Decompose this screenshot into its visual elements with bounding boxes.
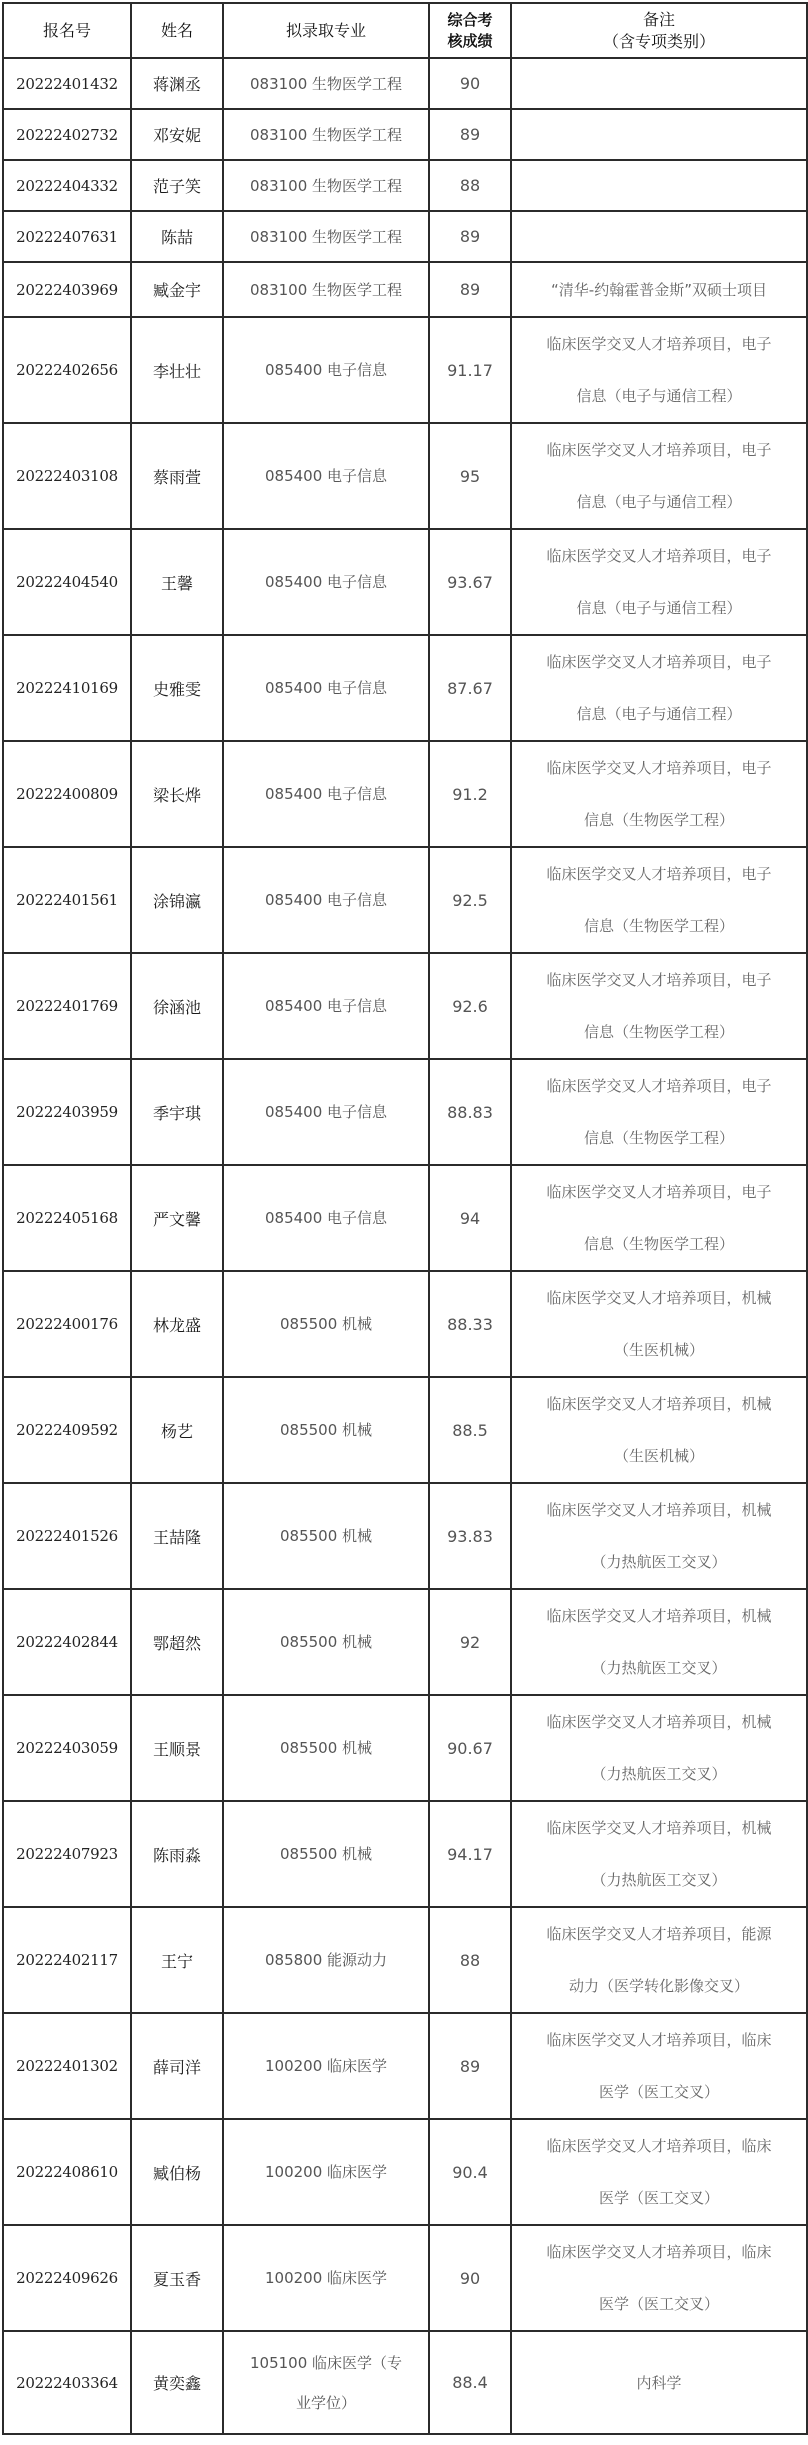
major-line1: 085400 电子信息: [264, 467, 388, 485]
cell-major: [223, 1907, 429, 2013]
cell-major: [223, 1801, 429, 1907]
cell-major: [223, 1695, 429, 1801]
cell-score: 95: [429, 423, 511, 529]
major-line1: 085500 机械: [279, 1315, 373, 1333]
major-line1: 085500 机械: [279, 1845, 373, 1863]
note-line1: 临床医学交叉人才培养项目，电子: [546, 653, 772, 671]
cell-name: 蔡雨萱: [131, 423, 223, 529]
major-line1: 083100 生物医学工程: [249, 74, 403, 93]
cell-note: [511, 1483, 807, 1589]
cell-name: 陈雨淼: [131, 1801, 223, 1907]
cell-major: [223, 423, 429, 529]
cell-major: [223, 1377, 429, 1483]
note-line2: 信息（电子与通信工程）: [576, 705, 742, 723]
major-line1: 085400 电子信息: [264, 1209, 388, 1227]
cell-id: 20222401526: [3, 1483, 131, 1589]
cell-major: [223, 58, 429, 109]
table-row: [3, 953, 807, 1059]
table-row: [3, 2331, 807, 2434]
cell-name: 王宁: [131, 1907, 223, 2013]
cell-name: 王馨: [131, 529, 223, 635]
note-line1: 临床医学交叉人才培养项目，临床: [546, 2031, 772, 2049]
table-row: [3, 741, 807, 847]
cell-score: 94.17: [429, 1801, 511, 1907]
cell-major: [223, 1589, 429, 1695]
cell-name: 鄂超然: [131, 1589, 223, 1695]
cell-score: 91.2: [429, 741, 511, 847]
major-line1: 085500 机械: [279, 1739, 373, 1757]
cell-note: [511, 211, 807, 262]
note-line1: 临床医学交叉人才培养项目，机械: [546, 1501, 772, 1519]
note-line2: （力热航医工交叉）: [591, 1659, 727, 1677]
cell-note: [511, 317, 807, 423]
cell-id: 20222410169: [3, 635, 131, 741]
table-row: [3, 211, 807, 262]
major-line1: 100200 临床医学: [264, 2057, 388, 2075]
note-line2: 信息（电子与通信工程）: [576, 599, 742, 617]
note-line1: 临床医学交叉人才培养项目，临床: [546, 2137, 772, 2155]
note-line1: 临床医学交叉人才培养项目，能源: [546, 1925, 772, 1943]
note-line2: 信息（电子与通信工程）: [576, 387, 742, 405]
cell-score: 94: [429, 1165, 511, 1271]
table-row: [3, 423, 807, 529]
cell-note: [511, 109, 807, 160]
note-line2: （生医机械）: [613, 1447, 704, 1465]
cell-id: 20222403959: [3, 1059, 131, 1165]
cell-id: 20222409626: [3, 2225, 131, 2331]
cell-score: 92.5: [429, 847, 511, 953]
header-row: [3, 3, 807, 58]
major-line1: 085400 电子信息: [264, 361, 388, 379]
cell-id: 20222408610: [3, 2119, 131, 2225]
note-line2: 信息（生物医学工程）: [583, 811, 734, 829]
cell-id: 20222402656: [3, 317, 131, 423]
table-row: [3, 1589, 807, 1695]
cell-note: [511, 423, 807, 529]
cell-score: 88: [429, 1907, 511, 2013]
note-line2: 信息（电子与通信工程）: [576, 493, 742, 511]
note-line1: 临床医学交叉人才培养项目，机械: [546, 1395, 772, 1413]
table-row: [3, 847, 807, 953]
note-line1: “清华-约翰霍普金斯”双硕士项目: [551, 280, 767, 299]
cell-note: [511, 1589, 807, 1695]
cell-major: [223, 1483, 429, 1589]
cell-note: [511, 1695, 807, 1801]
table-row: [3, 2119, 807, 2225]
major-line1: 100200 临床医学: [264, 2163, 388, 2181]
major-line2: 业学位）: [295, 2393, 356, 2412]
cell-name: 严文馨: [131, 1165, 223, 1271]
table-row: [3, 635, 807, 741]
major-line1: 085400 电子信息: [264, 785, 388, 803]
header-note-line2: （含专项类别）: [602, 31, 715, 51]
cell-score: 92: [429, 1589, 511, 1695]
cell-id: 20222401432: [3, 58, 131, 109]
table-body: [3, 58, 807, 2434]
cell-id: 20222407631: [3, 211, 131, 262]
cell-score: 92.6: [429, 953, 511, 1059]
major-line1: 083100 生物医学工程: [249, 227, 403, 246]
note-line2: 信息（生物医学工程）: [583, 1023, 734, 1041]
table-row: [3, 1271, 807, 1377]
cell-major: [223, 262, 429, 317]
cell-note: [511, 741, 807, 847]
cell-score: 89: [429, 2013, 511, 2119]
cell-id: 20222403969: [3, 262, 131, 317]
cell-score: 90.67: [429, 1695, 511, 1801]
cell-major: [223, 2119, 429, 2225]
major-line1: 085500 机械: [279, 1633, 373, 1651]
table-row: [3, 317, 807, 423]
cell-score: 90: [429, 58, 511, 109]
cell-id: 20222403059: [3, 1695, 131, 1801]
header-score-line2: 核成绩: [447, 31, 493, 50]
cell-score: 88.33: [429, 1271, 511, 1377]
cell-id: 20222400176: [3, 1271, 131, 1377]
note-line1: 临床医学交叉人才培养项目，电子: [546, 759, 772, 777]
cell-note: [511, 2225, 807, 2331]
cell-major: [223, 211, 429, 262]
note-line2: （力热航医工交叉）: [591, 1765, 727, 1783]
note-line1: 临床医学交叉人才培养项目，电子: [546, 1077, 772, 1095]
note-line1: 临床医学交叉人才培养项目，电子: [546, 971, 772, 989]
cell-major: [223, 2331, 429, 2434]
cell-note: [511, 58, 807, 109]
cell-note: [511, 635, 807, 741]
note-line2: 信息（生物医学工程）: [583, 1129, 734, 1147]
cell-name: 李壮壮: [131, 317, 223, 423]
major-line1: 085800 能源动力: [264, 1951, 388, 1969]
note-line1: 临床医学交叉人才培养项目，电子: [546, 335, 772, 353]
cell-score: 90.4: [429, 2119, 511, 2225]
admission-table: [2, 2, 808, 2435]
cell-id: 20222405168: [3, 1165, 131, 1271]
major-line1: 085400 电子信息: [264, 891, 388, 909]
note-line2: 动力（医学转化影像交叉）: [568, 1977, 749, 1995]
cell-score: 88.4: [429, 2331, 511, 2434]
cell-id: 20222407923: [3, 1801, 131, 1907]
table-row: [3, 1695, 807, 1801]
major-line1: 105100 临床医学（专: [249, 2353, 403, 2372]
note-line1: 临床医学交叉人才培养项目，电子: [546, 1183, 772, 1201]
cell-score: 89: [429, 109, 511, 160]
major-line1: 083100 生物医学工程: [249, 125, 403, 144]
cell-id: 20222402117: [3, 1907, 131, 2013]
cell-note: [511, 262, 807, 317]
cell-note: [511, 1271, 807, 1377]
note-line2: （力热航医工交叉）: [591, 1553, 727, 1571]
cell-id: 20222404540: [3, 529, 131, 635]
table-row: [3, 1801, 807, 1907]
cell-score: 93.67: [429, 529, 511, 635]
cell-note: [511, 529, 807, 635]
header-score-line1: 综合考: [447, 10, 493, 29]
note-line1: 临床医学交叉人才培养项目，机械: [546, 1289, 772, 1307]
cell-major: [223, 529, 429, 635]
table-row: [3, 109, 807, 160]
note-line1: 临床医学交叉人才培养项目，临床: [546, 2243, 772, 2261]
cell-major: [223, 635, 429, 741]
note-line2: 医学（医工交叉）: [598, 2083, 719, 2101]
cell-note: [511, 847, 807, 953]
cell-major: [223, 1271, 429, 1377]
cell-id: 20222401561: [3, 847, 131, 953]
cell-note: [511, 1059, 807, 1165]
table-row: [3, 1165, 807, 1271]
note-line2: 信息（生物医学工程）: [583, 1235, 734, 1253]
cell-name: 范子笑: [131, 160, 223, 211]
cell-name: 陈喆: [131, 211, 223, 262]
cell-name: 夏玉香: [131, 2225, 223, 2331]
cell-note: [511, 2013, 807, 2119]
cell-score: 87.67: [429, 635, 511, 741]
cell-id: 20222400809: [3, 741, 131, 847]
major-line1: 083100 生物医学工程: [249, 176, 403, 195]
cell-major: [223, 953, 429, 1059]
note-line1: 临床医学交叉人才培养项目，机械: [546, 1819, 772, 1837]
cell-name: 臧伯杨: [131, 2119, 223, 2225]
cell-note: [511, 1377, 807, 1483]
note-line2: （生医机械）: [613, 1341, 704, 1359]
cell-major: [223, 2225, 429, 2331]
note-line2: （力热航医工交叉）: [591, 1871, 727, 1889]
cell-score: 88.83: [429, 1059, 511, 1165]
note-line1: 临床医学交叉人才培养项目，电子: [546, 441, 772, 459]
major-line1: 085500 机械: [279, 1527, 373, 1545]
major-line1: 085400 电子信息: [264, 573, 388, 591]
cell-note: [511, 953, 807, 1059]
cell-score: 89: [429, 262, 511, 317]
table-row: [3, 1907, 807, 2013]
header-id: 报名号: [3, 3, 131, 58]
cell-name: 黄奕鑫: [131, 2331, 223, 2434]
table-row: [3, 1059, 807, 1165]
table-row: [3, 58, 807, 109]
major-line1: 085400 电子信息: [264, 679, 388, 697]
cell-note: [511, 1907, 807, 2013]
cell-id: 20222403108: [3, 423, 131, 529]
cell-major: [223, 2013, 429, 2119]
cell-score: 90: [429, 2225, 511, 2331]
note-line1: 临床医学交叉人才培养项目，电子: [546, 547, 772, 565]
header-score: [429, 3, 511, 58]
note-line1: 临床医学交叉人才培养项目，机械: [546, 1607, 772, 1625]
note-line2: 信息（生物医学工程）: [583, 917, 734, 935]
cell-name: 林龙盛: [131, 1271, 223, 1377]
cell-note: [511, 2119, 807, 2225]
cell-name: 臧金宇: [131, 262, 223, 317]
note-line2: 医学（医工交叉）: [598, 2189, 719, 2207]
major-line1: 085500 机械: [279, 1421, 373, 1439]
major-line1: 085400 电子信息: [264, 1103, 388, 1121]
cell-score: 88.5: [429, 1377, 511, 1483]
cell-score: 88: [429, 160, 511, 211]
table-row: [3, 2013, 807, 2119]
cell-name: 杨艺: [131, 1377, 223, 1483]
cell-major: [223, 1059, 429, 1165]
cell-name: 王顺景: [131, 1695, 223, 1801]
major-line1: 083100 生物医学工程: [249, 280, 403, 299]
cell-id: 20222401769: [3, 953, 131, 1059]
cell-id: 20222403364: [3, 2331, 131, 2434]
cell-name: 王喆隆: [131, 1483, 223, 1589]
cell-score: 91.17: [429, 317, 511, 423]
table-row: [3, 529, 807, 635]
cell-name: 梁长烨: [131, 741, 223, 847]
cell-name: 史雅雯: [131, 635, 223, 741]
cell-major: [223, 1165, 429, 1271]
cell-id: 20222404332: [3, 160, 131, 211]
major-line1: 085400 电子信息: [264, 997, 388, 1015]
header-note: [511, 3, 807, 58]
note-line1: 内科学: [636, 2373, 682, 2392]
note-line1: 临床医学交叉人才培养项目，机械: [546, 1713, 772, 1731]
cell-name: 邓安妮: [131, 109, 223, 160]
cell-id: 20222401302: [3, 2013, 131, 2119]
cell-major: [223, 160, 429, 211]
cell-name: 涂锦瀛: [131, 847, 223, 953]
cell-name: 季宇琪: [131, 1059, 223, 1165]
cell-major: [223, 847, 429, 953]
cell-id: 20222402732: [3, 109, 131, 160]
cell-id: 20222409592: [3, 1377, 131, 1483]
note-line2: 医学（医工交叉）: [598, 2295, 719, 2313]
table-row: [3, 1483, 807, 1589]
header-note-line1: 备注: [642, 9, 675, 29]
cell-id: 20222402844: [3, 1589, 131, 1695]
note-line1: 临床医学交叉人才培养项目，电子: [546, 865, 772, 883]
cell-name: 薛司洋: [131, 2013, 223, 2119]
header-major: 拟录取专业: [223, 3, 429, 58]
cell-note: [511, 1165, 807, 1271]
table-row: [3, 262, 807, 317]
cell-major: [223, 741, 429, 847]
cell-name: 徐涵池: [131, 953, 223, 1059]
table-row: [3, 160, 807, 211]
header-name: 姓名: [131, 3, 223, 58]
table-row: [3, 1377, 807, 1483]
cell-score: 93.83: [429, 1483, 511, 1589]
major-line1: 100200 临床医学: [264, 2269, 388, 2287]
table-row: [3, 2225, 807, 2331]
cell-note: [511, 2331, 807, 2434]
cell-major: [223, 109, 429, 160]
cell-note: [511, 1801, 807, 1907]
cell-major: [223, 317, 429, 423]
cell-score: 89: [429, 211, 511, 262]
cell-name: 蒋渊丞: [131, 58, 223, 109]
cell-note: [511, 160, 807, 211]
